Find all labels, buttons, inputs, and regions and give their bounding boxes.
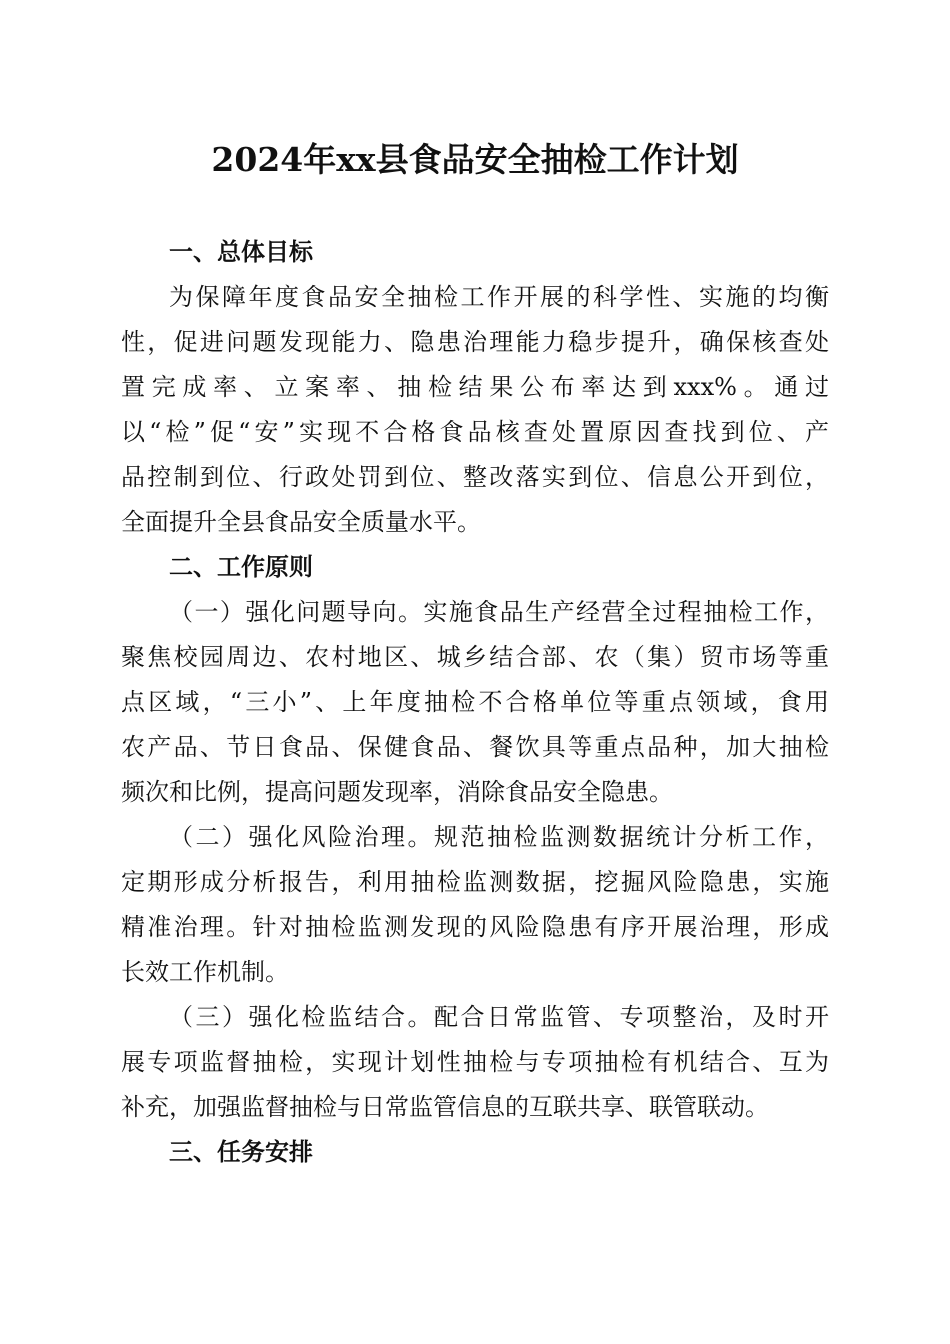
text-line: （二）强化风险治理。规范抽检监测数据统计分析工作， [169, 823, 829, 851]
text-line: （三）强化检监结合。配合日常监管、专项整治，及时开 [169, 1003, 829, 1031]
paragraph-risk-governance [121, 815, 829, 995]
text-line: 以“检”促“安”实现不合格食品核查处置原因查找到位、产 [121, 418, 829, 446]
text-line: （一）强化问题导向。实施食品生产经营全过程抽检工作， [169, 598, 829, 626]
text-line: 长效工作机制。 [121, 958, 289, 986]
section-heading-work-principles: 二、工作原则 [169, 553, 313, 581]
text-line: 定期形成分析报告，利用抽检监测数据，挖掘风险隐患，实施 [121, 868, 829, 896]
section-heading-overall-goal: 一、总体目标 [169, 238, 313, 266]
paragraph-inspection-supervision [121, 995, 829, 1130]
document-title: 2024年xx县食品安全抽检工作计划 [211, 140, 739, 179]
paragraph-problem-orientation [121, 590, 829, 815]
text-line: 品控制到位、行政处罚到位、整改落实到位、信息公开到位， [121, 463, 829, 491]
section-heading-task-arrangement: 三、任务安排 [169, 1138, 313, 1166]
text-line: 置完成率、立案率、抽检结果公布率达到xxx%。通过 [121, 373, 829, 401]
text-line: 农产品、节日食品、保健食品、餐饮具等重点品种，加大抽检 [121, 733, 829, 761]
text-line: 精准治理。针对抽检监测发现的风险隐患有序开展治理，形成 [121, 913, 829, 941]
text-line: 为保障年度食品安全抽检工作开展的科学性、实施的均衡 [169, 283, 829, 311]
text-line: 展专项监督抽检，实现计划性抽检与专项抽检有机结合、互为 [121, 1048, 829, 1076]
document-body [121, 230, 829, 1175]
paragraph-overall-goal [121, 275, 829, 545]
text-line: 补充，加强监督抽检与日常监管信息的互联共享、联管联动。 [121, 1093, 769, 1121]
text-line: 性，促进问题发现能力、隐患治理能力稳步提升，确保核查处 [121, 328, 829, 356]
text-line: 点区域，“三小”、上年度抽检不合格单位等重点领域，食用 [121, 688, 829, 716]
text-line: 全面提升全县食品安全质量水平。 [121, 508, 481, 536]
text-line: 聚焦校园周边、农村地区、城乡结合部、农（集）贸市场等重 [121, 643, 829, 671]
text-line: 频次和比例，提高问题发现率，消除食品安全隐患。 [121, 778, 673, 806]
